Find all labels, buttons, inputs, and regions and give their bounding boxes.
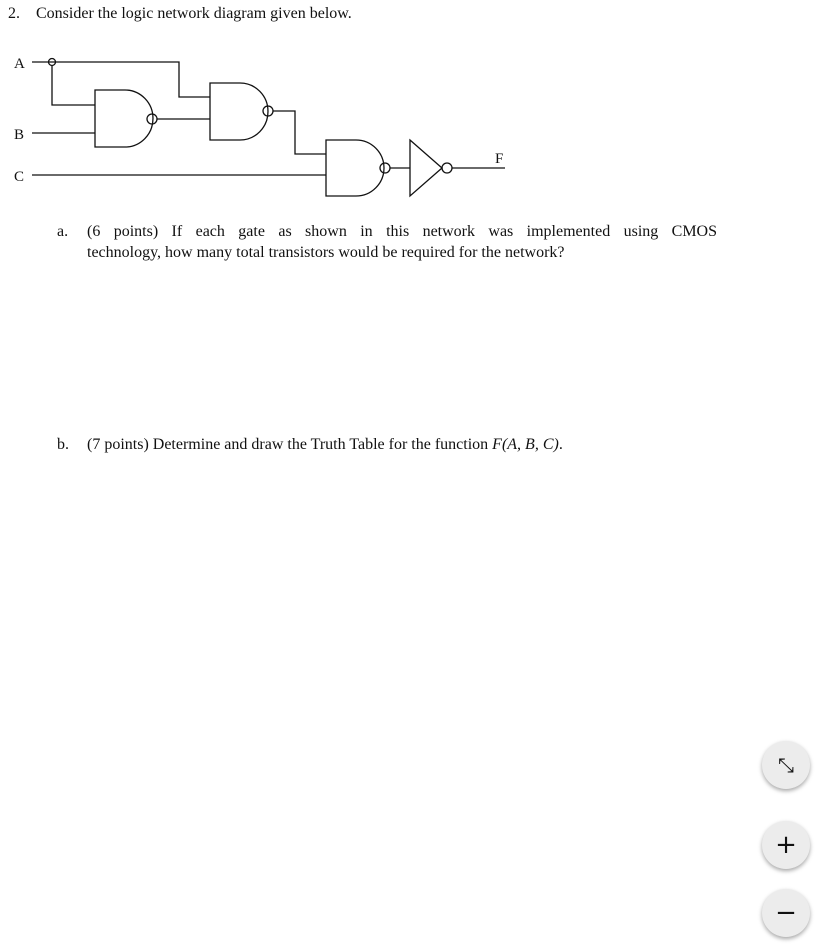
- label-a: A: [14, 56, 25, 72]
- part-b-letter: b.: [57, 436, 69, 453]
- nand-gate-3: [326, 140, 390, 196]
- label-b: B: [14, 127, 25, 143]
- part-a-line2: technology, how many total transistors would be required for the network?: [87, 244, 565, 261]
- part-b-end: .: [558, 436, 563, 453]
- part-b-text: [87, 436, 563, 454]
- minus-icon: −: [775, 898, 797, 928]
- question-title: Consider the logic network diagram given below.: [36, 5, 352, 22]
- part-a-line1: (6 points) If each gate as shown in this network was implemented using CMOS: [87, 223, 717, 240]
- label-c: C: [14, 169, 25, 185]
- logic-diagram: [0, 0, 818, 220]
- plus-icon: +: [775, 830, 797, 860]
- fit-screen-button[interactable]: [762, 741, 810, 789]
- label-f: F: [495, 151, 504, 167]
- zoom-in-button[interactable]: [762, 821, 810, 869]
- question-number: 2.: [8, 5, 20, 22]
- zoom-out-button[interactable]: [762, 889, 810, 937]
- collapse-icon: ⤡: [778, 753, 794, 777]
- part-a-letter: a.: [57, 223, 69, 240]
- function-expression: F(A, B, C): [492, 436, 559, 453]
- part-b-label: (7 points) Determine and draw the Truth Table for the function: [87, 436, 493, 453]
- nand-gate-2: [210, 83, 273, 140]
- nand-gate-1: [95, 90, 157, 147]
- inverter-gate: [410, 140, 452, 196]
- wires: [32, 59, 505, 176]
